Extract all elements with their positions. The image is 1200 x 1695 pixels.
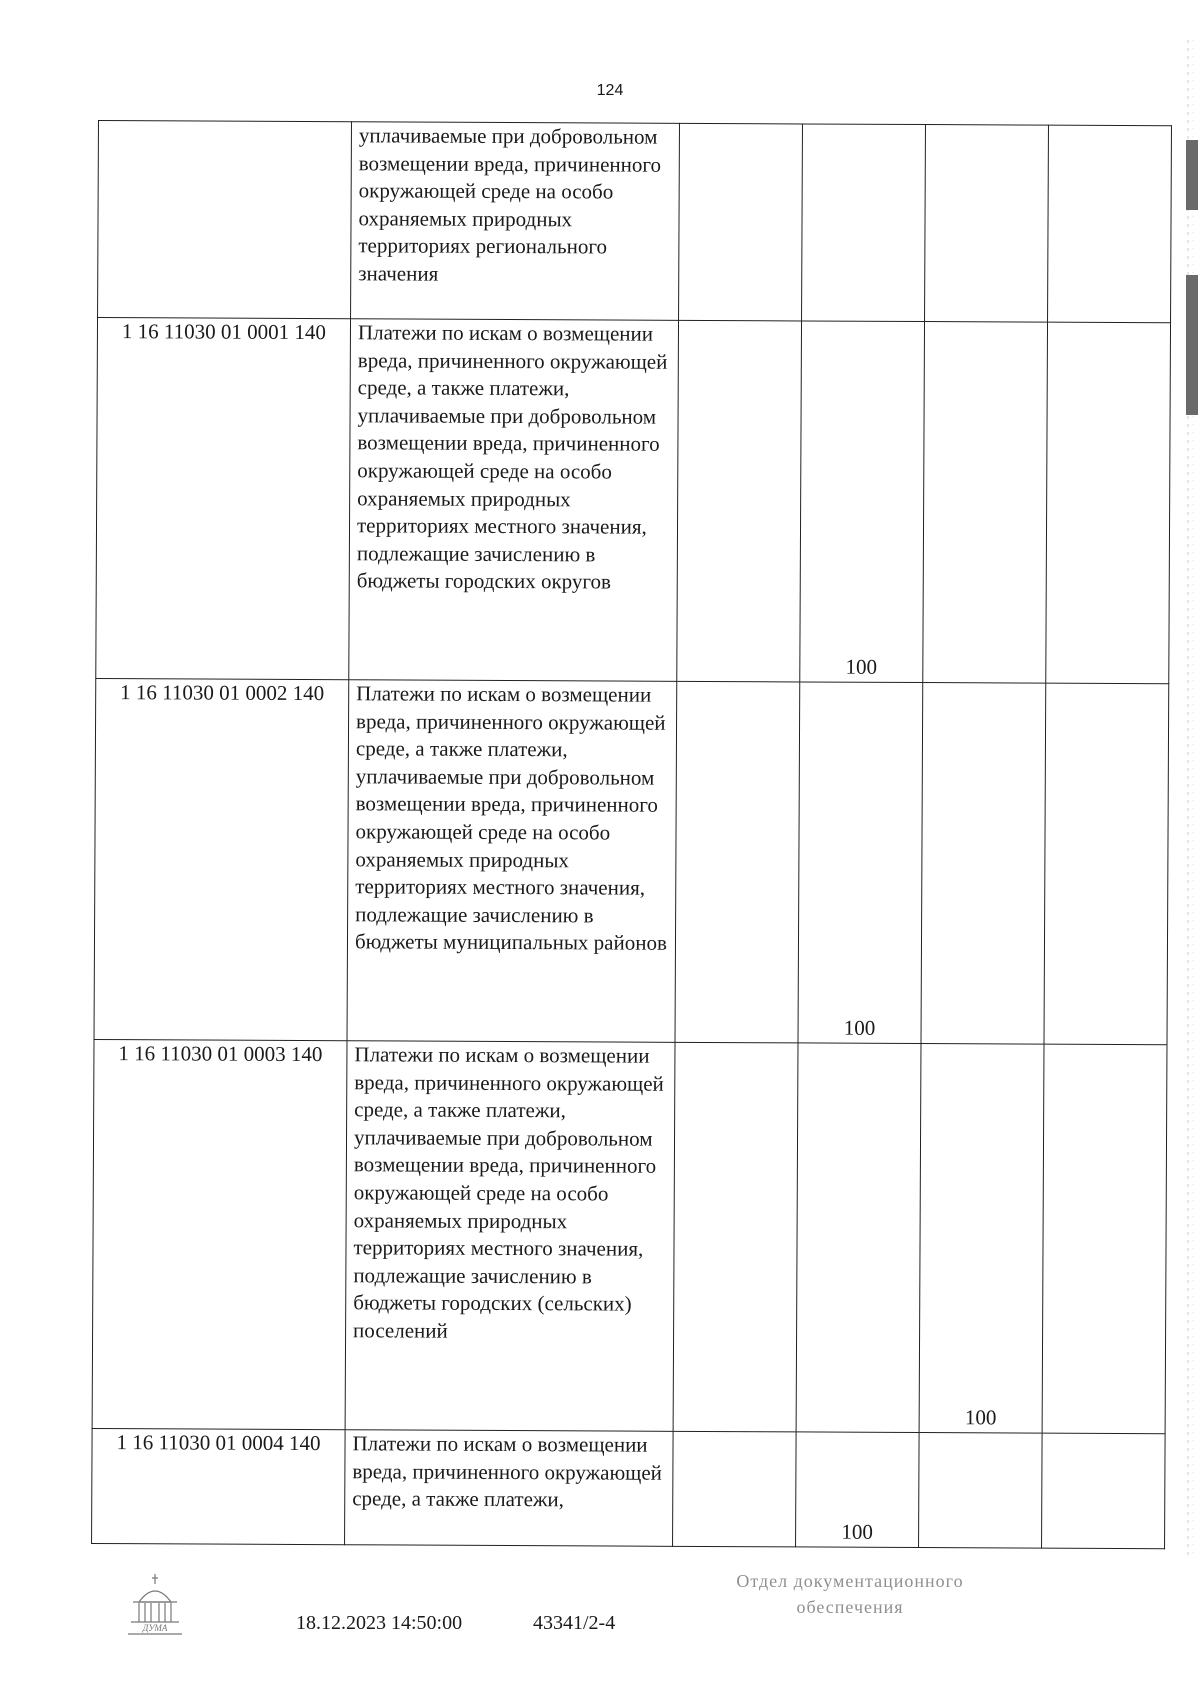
table-row [92,1428,1166,1548]
name-cell: уплачиваемые при добровольном возмещении вреда, причиненного окружающей среде на особо охраняемых природных территориях регионального значения [351,122,680,321]
code-cell: 1 16 11030 01 0002 140 [94,678,349,1040]
value-cell [677,320,802,682]
document-number: 43341/2-4 [533,1612,616,1634]
value-cell [1048,125,1172,323]
name-cell: Платежи по искам о возмещении вреда, причиненного окружающей среде, а также платежи, [345,1430,674,1547]
code-cell: 1 16 11030 01 0003 140 [92,1039,347,1429]
value-cell [675,681,800,1043]
value-cell [923,322,1048,684]
scan-edge-mark [1186,275,1198,415]
value-cell: 100 [796,1432,920,1548]
scan-edge-mark [1186,140,1198,210]
name-cell: Платежи по искам о возмещении вреда, причиненного окружающей среде, а также платежи, уплачиваемые при добровольном возмещении вреда, причиненного окружающей среде на особо охраняемых природных территориях местного значения, подлежащие зачислению в бюджеты городских округов [349,319,679,682]
page-number: 124 [596,82,624,99]
value-cell: 100 [798,682,923,1044]
scan-edge-artifact [1176,40,1198,1560]
code-cell [98,121,352,319]
code-cell: 1 16 11030 01 0004 140 [92,1428,346,1544]
value-cell [673,1042,798,1432]
code-cell: 1 16 11030 01 0001 140 [96,318,351,680]
value-cell [679,123,803,321]
table-row [98,121,1172,323]
value-cell [1042,1044,1167,1434]
name-cell: Платежи по искам о возмещении вреда, причиненного окружающей среде, а также платежи, уплачиваемые при добровольном возмещении вреда, причиненного окружающей среде на особо охраняемых природных территориях местного значения, подлежащие зачислению в бюджеты муниципальных районов [347,680,677,1043]
value-cell [921,683,1046,1045]
name-cell: Платежи по искам о возмещении вреда, причиненного окружающей среде, а также платежи, уплачиваемые при добровольном возмещении вреда, причиненного окружающей среде на особо охраняемых природных территориях местного значения, подлежащие зачислению в бюджеты городских (сельских) поселений [345,1041,675,1432]
value-cell: 100 [919,1044,1044,1434]
value-cell [1044,683,1169,1045]
table-row [96,318,1171,684]
table-row [94,678,1169,1044]
value-cell [1046,322,1171,684]
value-cell: 100 [800,321,925,683]
stamp-line: обеспечения [796,1597,904,1617]
document-date: 18.12.2023 14:50:00 [296,1612,463,1634]
budget-classification-table [91,120,1172,1549]
value-cell [1042,1433,1166,1549]
value-cell [925,125,1049,323]
value-cell [919,1433,1043,1549]
value-cell [673,1431,797,1547]
table-row [92,1039,1167,1433]
duma-building-logo-icon [125,1572,185,1636]
value-cell [796,1043,921,1433]
logo-text: ДУМА [142,1623,168,1633]
department-stamp [700,1568,1000,1620]
stamp-line: Отдел документационного [736,1571,964,1591]
value-cell [802,124,926,322]
